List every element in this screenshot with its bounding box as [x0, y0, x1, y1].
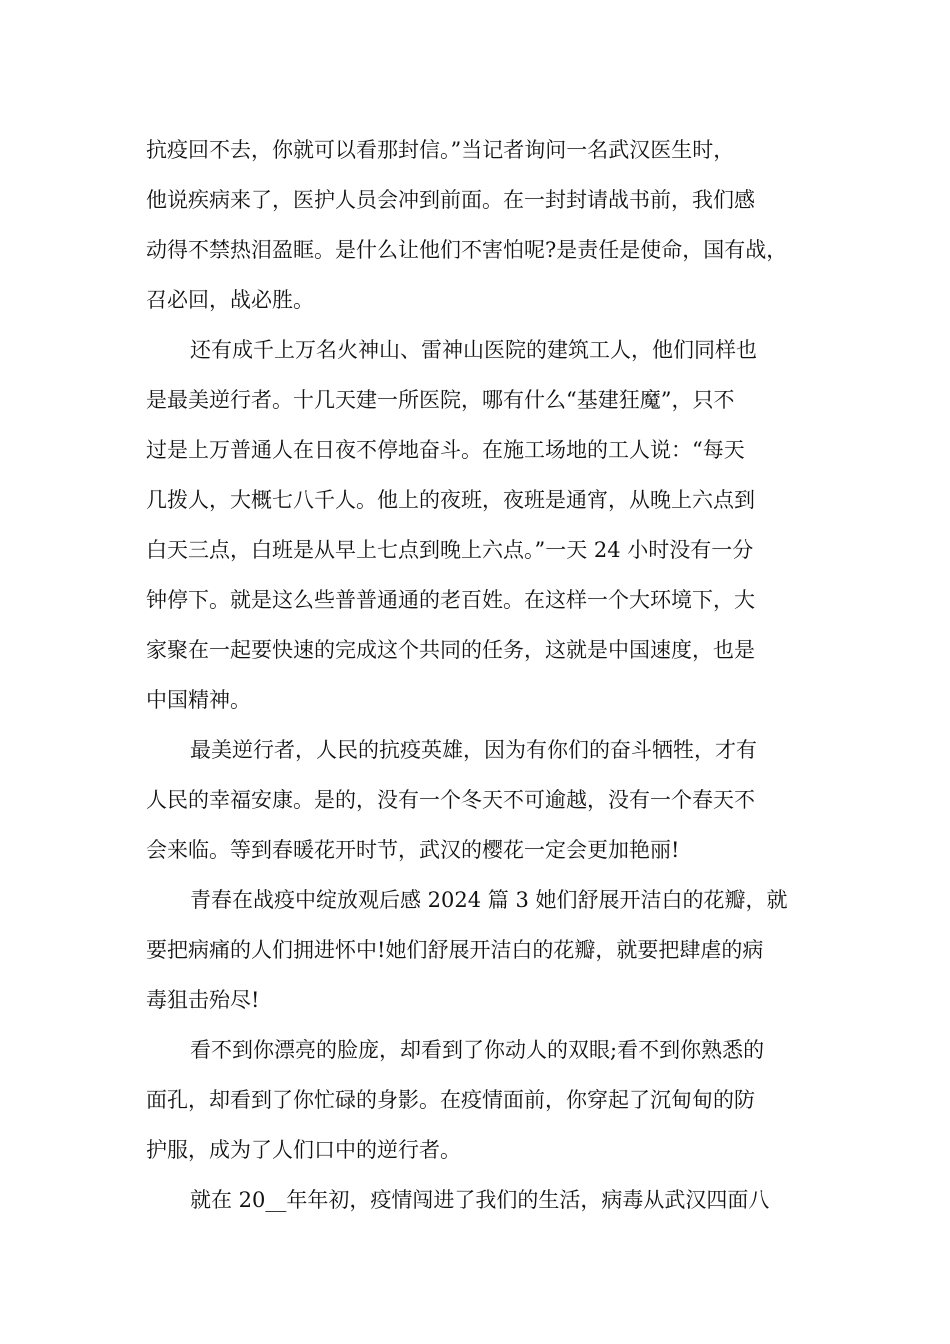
text-line: 抗疫回不去，你就可以看那封信。”当记者询问一名武汉医生时，: [146, 138, 735, 162]
text-line: 钟停下。就是这么些普普通通的老百姓。在这样一个大环境下，大: [146, 588, 755, 612]
text-line: 会来临。等到春暖花开时节，武汉的樱花一定会更加艳丽!: [146, 838, 680, 862]
text-line: 是最美逆行者。十几天建一所医院，哪有什么“基建狂魔”，只不: [146, 388, 735, 412]
text-line: 要把病痛的人们拥进怀中!她们舒展开洁白的花瓣，就要把肆虐的病: [146, 938, 764, 962]
text-line: 过是上万普通人在日夜不停地奋斗。在施工场地的工人说：“每天: [146, 438, 745, 462]
text-line: 几拨人，大概七八千人。他上的夜班，夜班是通宵，从晚上六点到: [146, 488, 755, 512]
text-line: 面孔，却看到了你忙碌的身影。在疫情面前，你穿起了沉甸甸的防: [146, 1088, 755, 1112]
text-line: 他说疾病来了，医护人员会冲到前面。在一封封请战书前，我们感: [146, 188, 755, 212]
text-line: 毒狙击殆尽!: [146, 988, 260, 1012]
paragraph-first-line: 青春在战疫中绽放观后感 2024 篇 3 她们舒展开洁白的花瓣，就: [190, 888, 788, 912]
text-line: 家聚在一起要快速的完成这个共同的任务，这就是中国速度，也是: [146, 638, 755, 662]
paragraph-first-line: 就在 20__年年初，疫情闯进了我们的生活，病毒从武汉四面八: [190, 1188, 770, 1212]
paragraph-first-line: 最美逆行者，人民的抗疫英雄，因为有你们的奋斗牺牲，才有: [190, 738, 757, 762]
text-line: 动得不禁热泪盈眶。是什么让他们不害怕呢?是责任是使命，国有战，: [146, 238, 788, 262]
text-line: 人民的幸福安康。是的，没有一个冬天不可逾越，没有一个春天不: [146, 788, 755, 812]
text-line: 白天三点，白班是从早上七点到晚上六点。”一天 24 小时没有一分: [146, 538, 754, 562]
text-line: 护服，成为了人们口中的逆行者。: [146, 1138, 461, 1162]
paragraph-first-line: 还有成千上万名火神山、雷神山医院的建筑工人，他们同样也: [190, 338, 757, 362]
text-line: 召必回，战必胜。: [146, 288, 314, 312]
text-line: 中国精神。: [146, 688, 251, 712]
paragraph-first-line: 看不到你漂亮的脸庞，却看到了你动人的双眼;看不到你熟悉的: [190, 1038, 765, 1062]
